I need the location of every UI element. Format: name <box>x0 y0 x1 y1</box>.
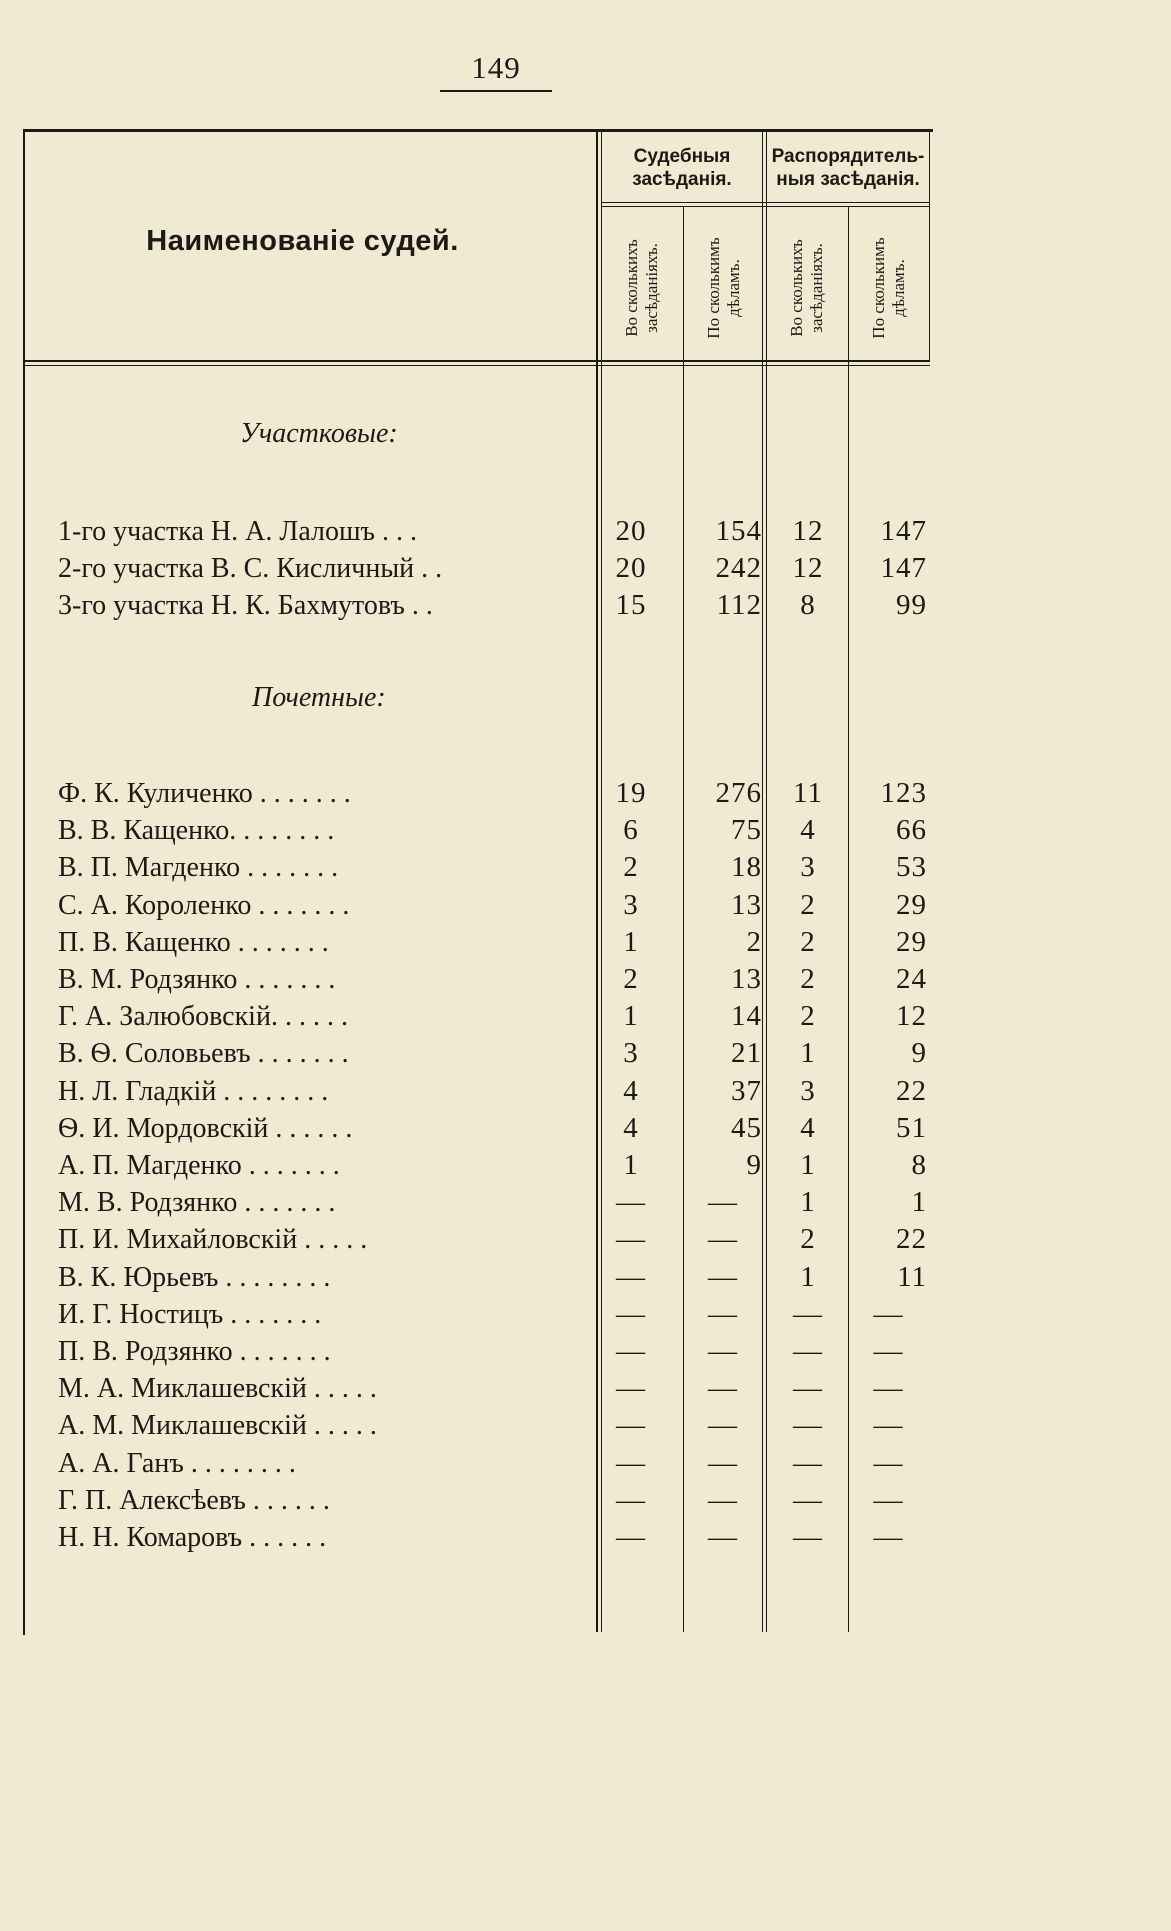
admin-cases-value: — <box>873 1521 904 1553</box>
admin-cases-value: 147 <box>880 552 927 584</box>
admin-cases-value: 12 <box>896 1000 927 1033</box>
judge-name: А. А. Ганъ . . . . . . . . <box>58 1447 296 1479</box>
sessions-value: 4 <box>623 1111 639 1144</box>
table-row <box>0 1519 1171 1556</box>
table-row <box>0 1296 1171 1333</box>
sessions-value: 15 <box>615 589 647 621</box>
admin-cases-value: 147 <box>880 515 927 547</box>
sessions-value: — <box>616 1335 646 1367</box>
sessions-count-header <box>602 215 682 360</box>
admin-cases-value: 66 <box>896 814 927 847</box>
admin-sessions-value: 3 <box>800 851 816 884</box>
admin-cases-value: 22 <box>896 1223 927 1256</box>
sessions-value: 20 <box>615 552 647 584</box>
cases-value: — <box>708 1335 738 1367</box>
judge-name: Ѳ. И. Мордовскій . . . . . . <box>58 1112 353 1144</box>
cases-value: 13 <box>731 963 762 995</box>
admin-sessions-value: — <box>793 1409 823 1442</box>
judge-name: Г. А. Залюбовскій. . . . . . <box>58 1001 348 1033</box>
table-row <box>0 961 1171 998</box>
admin-cases-value: 9 <box>911 1037 927 1070</box>
table-row <box>0 887 1171 924</box>
admin-sessions-value: — <box>793 1446 823 1479</box>
table-row <box>0 998 1171 1035</box>
admin-sessions-value: — <box>793 1372 823 1405</box>
admin-sessions-value: 2 <box>800 1223 816 1256</box>
sessions-value: — <box>616 1372 646 1405</box>
judge-name: П. В. Родзянко . . . . . . . <box>58 1336 331 1367</box>
judge-name: М. А. Миклашевскій . . . . . <box>58 1373 377 1405</box>
judge-name: А. П. Магденко . . . . . . . <box>58 1150 340 1181</box>
cases-value: — <box>708 1223 738 1256</box>
sessions-value: — <box>616 1260 646 1293</box>
table-row <box>0 1073 1171 1110</box>
admin-sessions-count-header <box>767 215 847 360</box>
table-row <box>0 1333 1171 1370</box>
cases-value: — <box>708 1483 738 1516</box>
sessions-value: — <box>616 1446 646 1479</box>
cases-value: — <box>708 1186 738 1219</box>
admin-cases-count-header <box>849 215 929 360</box>
cases-value: 21 <box>731 1037 762 1070</box>
admin-sessions-value: 2 <box>800 1000 816 1033</box>
admin-cases-value: 8 <box>911 1149 927 1181</box>
section-title-district: Участковые: <box>240 418 398 449</box>
table-row <box>0 1259 1171 1296</box>
table-row <box>0 775 1171 812</box>
admin-cases-value: — <box>873 1297 904 1330</box>
name-column-header: Наименованіе судей. <box>146 225 459 257</box>
judge-name: В. М. Родзянко . . . . . . . <box>58 964 336 995</box>
cases-value: — <box>708 1372 738 1405</box>
sessions-value: — <box>616 1186 646 1219</box>
sessions-count-header-label: Во сколькихъ засѣданіяхъ. <box>622 238 661 337</box>
admin-sessions-value: 3 <box>800 1074 816 1107</box>
sessions-value: — <box>616 1223 646 1256</box>
cases-value: 112 <box>716 589 762 621</box>
page-number-rule <box>440 90 552 92</box>
admin-sessions-value: — <box>793 1297 823 1330</box>
sessions-value: 19 <box>615 777 647 809</box>
admin-cases-value: 24 <box>896 963 927 995</box>
table-row <box>0 1407 1171 1444</box>
table-row <box>0 513 1171 550</box>
admin-sessions-header: Распорядитель-ныя засѣданія. <box>771 146 925 190</box>
table-row <box>0 1482 1171 1519</box>
table-row <box>0 1147 1171 1184</box>
judge-name: В. В. Кащенко. . . . . . . . <box>58 815 335 847</box>
table-row <box>0 550 1171 587</box>
admin-cases-value: — <box>873 1409 904 1442</box>
judge-name: П. В. Кащенко . . . . . . . <box>58 926 329 958</box>
admin-sessions-value: 11 <box>793 777 823 809</box>
cases-value: — <box>708 1297 738 1330</box>
sessions-value: 2 <box>623 851 639 884</box>
judge-name: Н. Н. Комаровъ . . . . . . <box>58 1522 327 1553</box>
table-row <box>0 1035 1171 1072</box>
admin-sessions-value: — <box>793 1521 823 1553</box>
admin-sessions-count-header-label: Во сколькихъ засѣданіяхъ. <box>787 238 826 337</box>
table-row <box>0 1184 1171 1221</box>
cases-value: — <box>708 1521 738 1553</box>
sessions-value: — <box>616 1483 646 1516</box>
table-row <box>0 1445 1171 1482</box>
admin-cases-value: 22 <box>896 1074 927 1107</box>
section-title-honorary: Почетные: <box>252 682 386 713</box>
admin-sessions-value: 2 <box>800 963 816 995</box>
admin-cases-count-header-label: По сколькимъ дѣламъ. <box>869 236 908 339</box>
sessions-value: — <box>616 1409 646 1442</box>
table-row <box>0 812 1171 849</box>
admin-sessions-value: 4 <box>800 814 816 847</box>
cases-value: — <box>708 1409 738 1442</box>
judge-name: А. М. Миклашевскій . . . . . <box>58 1410 377 1442</box>
admin-cases-value: 123 <box>880 777 927 809</box>
table-row <box>0 1370 1171 1407</box>
table-row <box>0 1221 1171 1258</box>
judge-name: Н. Л. Гладкій . . . . . . . . <box>58 1075 329 1107</box>
admin-cases-value: 1 <box>911 1186 927 1219</box>
sessions-value: — <box>616 1521 646 1553</box>
table-row <box>0 924 1171 961</box>
table-row <box>0 587 1171 624</box>
admin-sessions-value: 12 <box>792 552 824 584</box>
page-number: 149 <box>471 50 521 85</box>
admin-sessions-value: 1 <box>800 1260 816 1293</box>
sessions-value: 4 <box>623 1074 639 1107</box>
admin-cases-value: — <box>873 1335 904 1367</box>
cases-value: 37 <box>731 1074 762 1107</box>
cases-value: 18 <box>731 851 762 884</box>
sessions-value: 1 <box>623 1000 639 1033</box>
judge-name: В. К. Юрьевъ . . . . . . . . <box>58 1261 331 1293</box>
judge-name: И. Г. Ностицъ . . . . . . . <box>58 1298 322 1330</box>
judge-name: М. В. Родзянко . . . . . . . <box>58 1187 336 1219</box>
admin-sessions-value: 1 <box>800 1037 816 1070</box>
sessions-value: 3 <box>623 888 639 921</box>
admin-sessions-value: — <box>793 1335 823 1367</box>
admin-sessions-value: 4 <box>800 1111 816 1144</box>
admin-cases-value: — <box>873 1372 904 1405</box>
sessions-value: 2 <box>623 963 639 995</box>
judge-name: 3-го участка Н. К. Бахмутовъ . . <box>58 590 433 621</box>
admin-cases-value: — <box>873 1446 904 1479</box>
cases-count-header <box>684 215 764 360</box>
judge-name: П. И. Михайловскій . . . . . <box>58 1224 368 1256</box>
judge-name: С. А. Короленко . . . . . . . <box>58 889 350 921</box>
table-row <box>0 849 1171 886</box>
admin-cases-value: 51 <box>896 1111 927 1144</box>
judge-name: 1-го участка Н. А. Лалошъ . . . <box>58 516 418 547</box>
cases-value: 75 <box>731 814 762 847</box>
judge-name: В. Ѳ. Соловьевъ . . . . . . . <box>58 1038 349 1070</box>
sessions-value: 20 <box>615 515 647 547</box>
admin-sessions-value: 1 <box>800 1149 816 1181</box>
sessions-value: — <box>616 1297 646 1330</box>
admin-cases-value: 29 <box>896 888 927 921</box>
admin-cases-value: 53 <box>896 851 927 884</box>
cases-value: 2 <box>746 925 762 958</box>
admin-cases-value: — <box>873 1483 904 1516</box>
admin-sessions-value: 2 <box>800 925 816 958</box>
sessions-value: 3 <box>623 1037 639 1070</box>
sessions-value: 1 <box>623 925 639 958</box>
judicial-sessions-header: Судебныя засѣданія. <box>632 146 732 190</box>
cases-value: 45 <box>731 1111 762 1144</box>
judge-name: Г. П. Алексѣевъ . . . . . . <box>58 1484 330 1516</box>
judge-name: 2-го участка В. С. Кисличный . . <box>58 553 443 584</box>
cases-count-header-label: По сколькимъ дѣламъ. <box>704 236 743 339</box>
admin-sessions-value: 8 <box>800 589 816 621</box>
admin-sessions-value: — <box>793 1483 823 1516</box>
cases-value: 276 <box>715 777 762 809</box>
cases-value: 14 <box>731 1000 762 1033</box>
admin-cases-value: 99 <box>896 589 927 621</box>
admin-cases-value: 29 <box>896 925 927 958</box>
judge-name: Ф. К. Куличенко . . . . . . . <box>58 778 351 809</box>
cases-value: 154 <box>715 515 762 547</box>
cases-value: 9 <box>746 1149 762 1181</box>
admin-sessions-value: 12 <box>792 515 824 547</box>
cases-value: 242 <box>715 552 762 584</box>
sessions-value: 6 <box>623 814 639 847</box>
admin-sessions-value: 1 <box>800 1186 816 1219</box>
admin-cases-value: 11 <box>897 1260 927 1293</box>
cases-value: 13 <box>731 888 762 921</box>
sessions-value: 1 <box>623 1149 639 1181</box>
table-row <box>0 1110 1171 1147</box>
judge-name: В. П. Магденко . . . . . . . <box>58 852 339 884</box>
admin-sessions-value: 2 <box>800 888 816 921</box>
cases-value: — <box>708 1260 738 1293</box>
cases-value: — <box>708 1446 738 1479</box>
